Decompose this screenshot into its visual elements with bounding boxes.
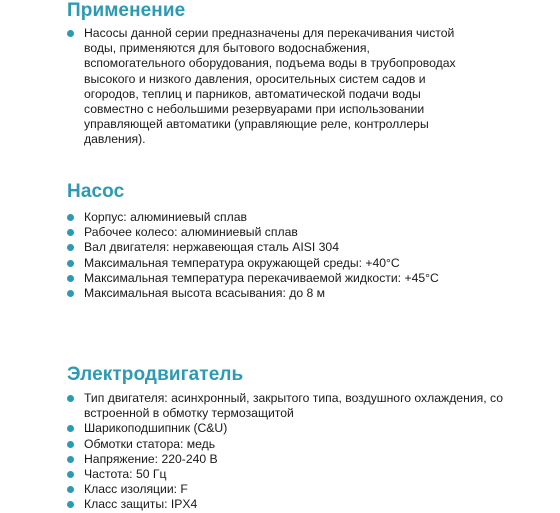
list-item-text: Шарикоподшипник (C&U) bbox=[84, 421, 228, 436]
bullet-icon bbox=[67, 501, 74, 508]
bullet-icon bbox=[67, 290, 74, 297]
bullet-icon bbox=[67, 471, 74, 478]
bullet-icon bbox=[67, 441, 74, 448]
motor-specs-list bbox=[0, 391, 504, 513]
application-list bbox=[0, 26, 470, 148]
bullet-icon bbox=[67, 486, 74, 493]
bullet-icon bbox=[67, 425, 74, 432]
list-item-text: Тип двигателя: асинхронный, закрытого типа, воздушного охлаждения, со встроенной в обмотку термозащитой bbox=[84, 391, 504, 421]
pump-specs-list bbox=[0, 210, 470, 301]
list-item bbox=[0, 286, 470, 301]
bullet-icon bbox=[67, 275, 74, 282]
bullet-icon bbox=[67, 260, 74, 267]
list-item-text: Вал двигателя: нержавеющая сталь AISI 304 bbox=[84, 240, 339, 255]
list-item-text: Максимальная высота всасывания: до 8 м bbox=[84, 286, 326, 301]
list-item-text: Напряжение: 220-240 В bbox=[84, 451, 218, 466]
list-item-text: Насосы данной серии предназначены для перекачивания чистой воды, применяются для бытового водоснабжения, вспомогательного оборудования, подъема воды в трубопроводах высокого и низкого давления, оросительных систем садов и огородов, теплиц и парников, автоматической подачи воды совместно с небольшими резервуарами при использовании управляющей автоматики (управляющие реле, контроллеры давления). bbox=[84, 26, 456, 147]
list-item-text: Рабочее колесо: алюминиевый сплав bbox=[84, 225, 298, 240]
list-item bbox=[0, 467, 500, 482]
list-item-text: Корпус: алюминиевый сплав bbox=[84, 210, 247, 224]
list-item-text: Класс защиты: IPX4 bbox=[84, 497, 198, 512]
list-item bbox=[0, 482, 500, 497]
list-item bbox=[0, 210, 470, 225]
bullet-icon bbox=[67, 244, 74, 251]
list-item bbox=[0, 271, 470, 286]
bullet-icon bbox=[67, 30, 74, 37]
bullet-icon bbox=[67, 395, 74, 402]
section-title-pump: Насос bbox=[67, 181, 125, 202]
list-item bbox=[0, 452, 500, 467]
list-item bbox=[0, 437, 500, 452]
list-item-text: Обмотки статора: медь bbox=[84, 436, 216, 451]
list-item bbox=[0, 256, 470, 271]
bullet-icon bbox=[67, 456, 74, 463]
list-item bbox=[0, 497, 500, 512]
bullet-icon bbox=[67, 214, 74, 221]
list-item-text: Максимальная температура перекачиваемой жидкости: +45°C bbox=[84, 270, 439, 285]
list-item bbox=[0, 391, 504, 421]
list-item-text: Частота: 50 Гц bbox=[84, 467, 167, 482]
list-item bbox=[0, 26, 466, 148]
list-item bbox=[0, 240, 470, 255]
list-item bbox=[0, 225, 470, 240]
section-title-motor: Электродвигатель bbox=[67, 364, 244, 385]
bullet-icon bbox=[67, 229, 74, 236]
list-item-text: Максимальная температура окружающей среды: +40°C bbox=[84, 255, 400, 270]
section-title-application: Применение bbox=[67, 0, 186, 21]
list-item bbox=[0, 421, 500, 436]
list-item-text: Класс изоляции: F bbox=[84, 482, 188, 497]
